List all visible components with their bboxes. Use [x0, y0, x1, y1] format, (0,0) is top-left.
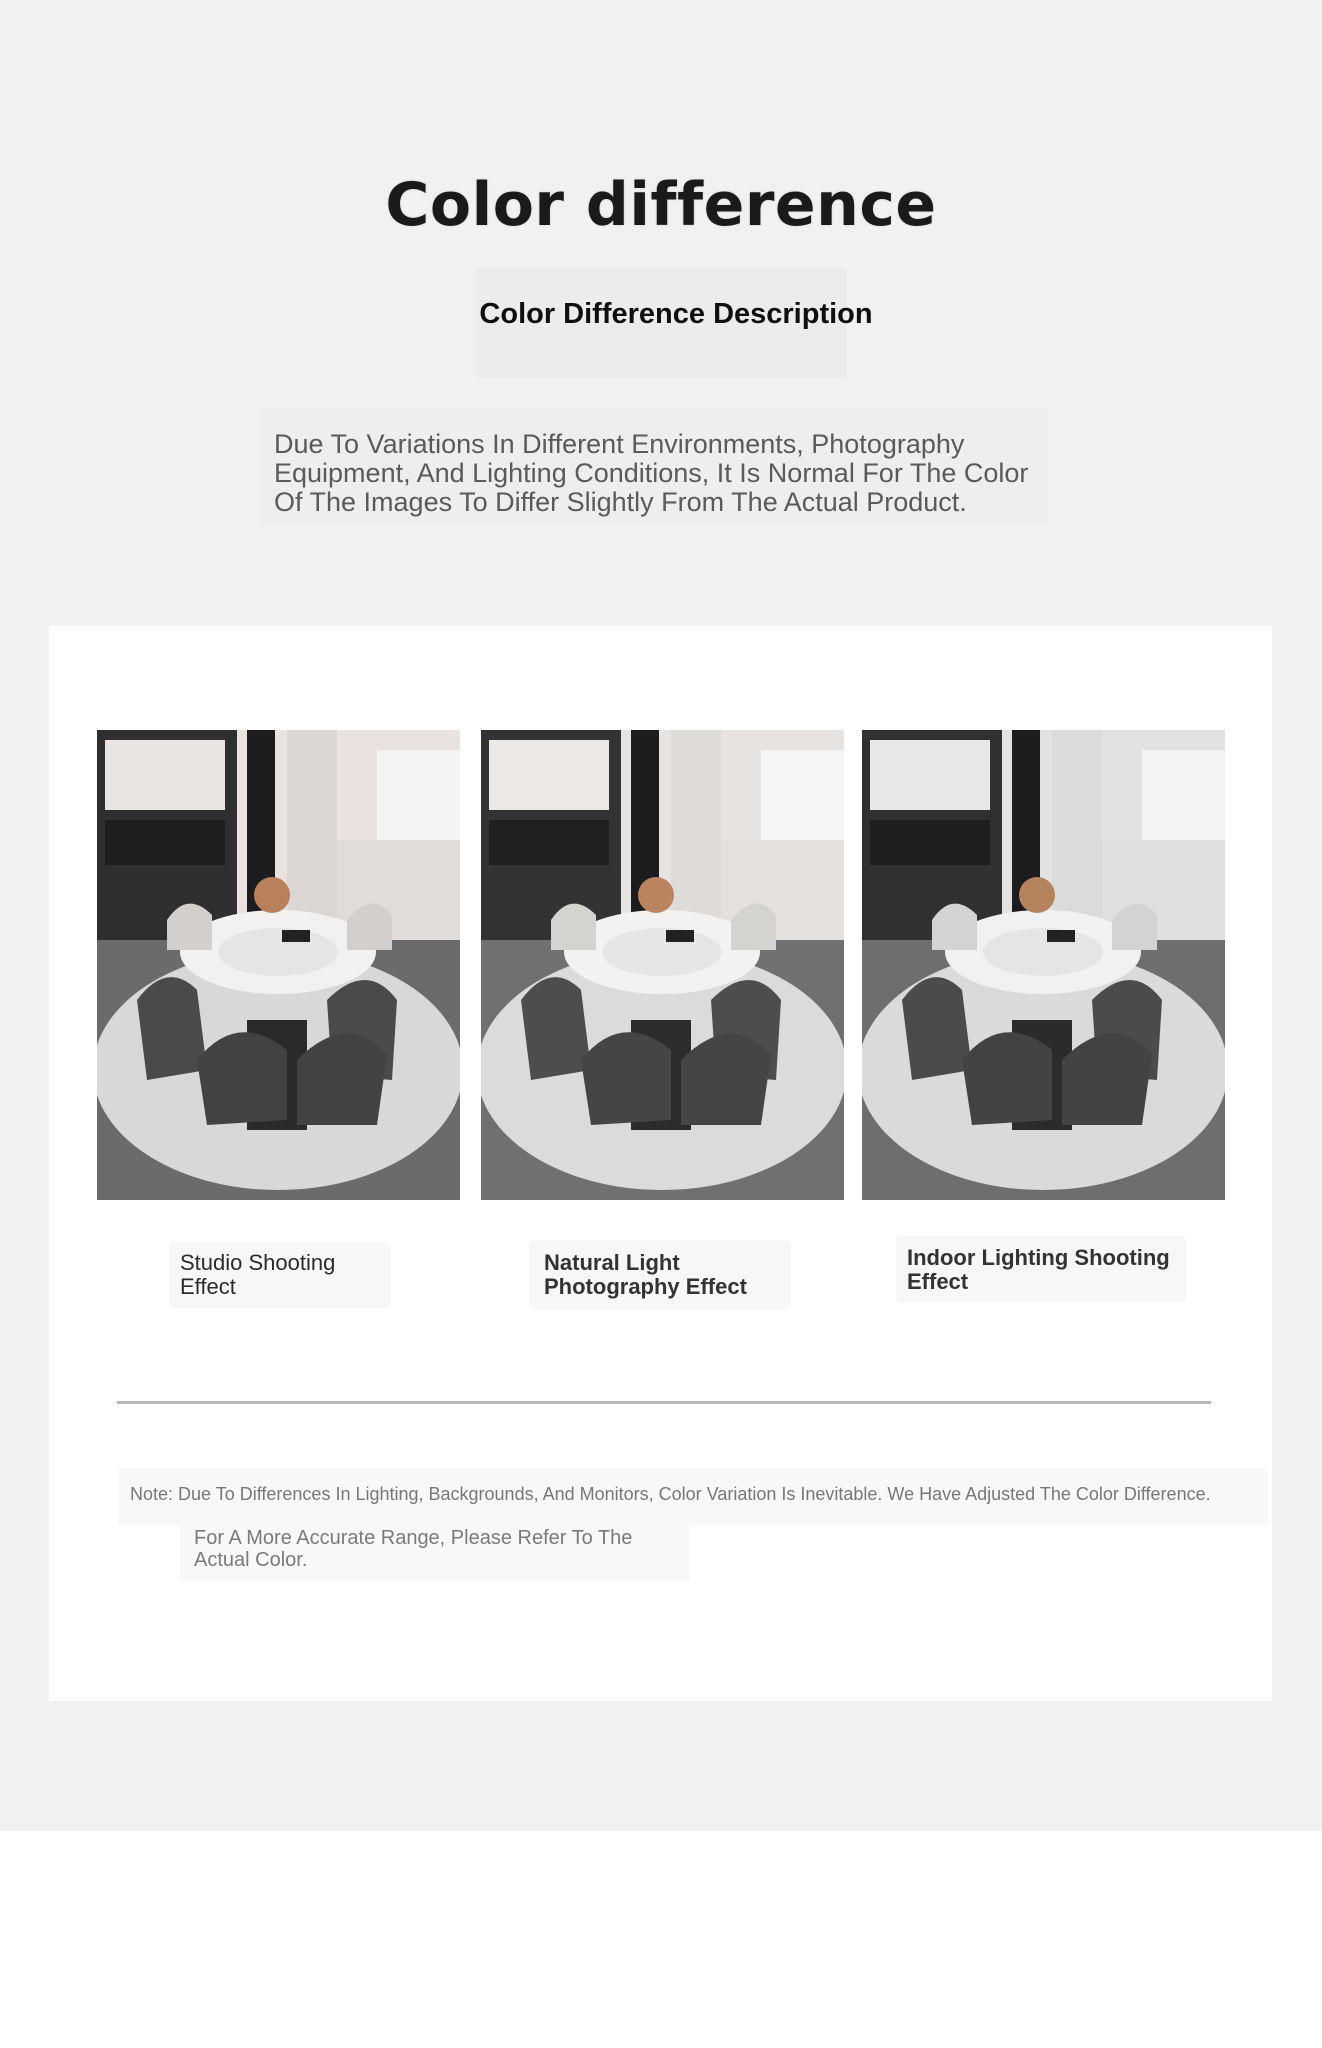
footer-note: Note: Due To Differences In Lighting, Backgrounds, And Monitors, Color Variation Is Inevitable. We Have Adjusted The Color Difference.	[130, 1484, 1211, 1504]
page-title: Color difference	[385, 170, 937, 240]
divider	[117, 1401, 1211, 1404]
indoor-lighting-photo	[862, 730, 1225, 1200]
caption-natural-light: Natural Light Photography Effect	[544, 1250, 747, 1299]
natural-light-photo	[481, 730, 844, 1200]
studio-photo	[97, 730, 460, 1200]
description-text: Due To Variations In Different Environments, Photography Equipment, And Lighting Conditions, It Is Normal For The Color Of The Images To Differ Slightly From The Actual Product.	[274, 429, 1029, 517]
footer-note-continued: For A More Accurate Range, Please Refer To The Actual Color.	[194, 1527, 633, 1571]
caption-indoor-lighting: Indoor Lighting Shooting Effect	[907, 1245, 1170, 1294]
caption-studio: Studio Shooting Effect	[180, 1250, 336, 1299]
section-subtitle: Color Difference Description	[479, 298, 873, 330]
